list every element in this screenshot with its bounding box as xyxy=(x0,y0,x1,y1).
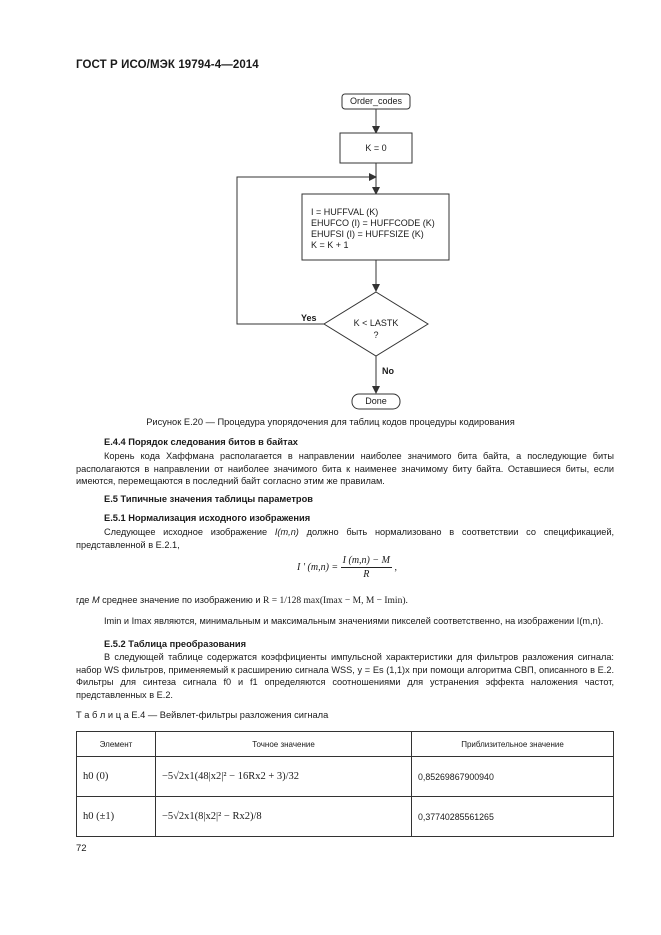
flow-end-label: Done xyxy=(365,396,387,406)
table-title: Т а б л и ц а E.4 — Вейвлет-фильтры разложения сигнала xyxy=(76,710,329,720)
where-line: где M среднее значение по изображению и R = 1/128 max(Imax − M, M − Imin). xyxy=(76,595,408,606)
table-header-cell: Приблизительное значение xyxy=(412,732,614,757)
section-e52-text: В следующей таблице содержатся коэффициенты импульсной характеристики для фильтров разложения сигнала: набор WS фильтров, применяемый к расширению сигнала WSS, y = Es (1,1)x при помощи алгоритма СВП, описанного в E.2. Фильтры для синтеза сигнала f0 и f1 определяются соотношениями для устранения эффекта наложения частот, представленных в E.2. xyxy=(76,652,614,700)
flow-process-line-2: EHUFCO (I) = HUFFCODE (K) xyxy=(311,218,435,228)
flow-decision-question: ? xyxy=(373,330,379,340)
section-e51-text: Следующее исходное изображение I(m,n) должно быть нормализовано в соответствии со спецификацией, представленной в E.2.1, xyxy=(76,527,615,550)
table-header-row xyxy=(77,732,614,757)
table-cell-approx: 0,37740285561265 xyxy=(412,797,614,837)
flow-no-label: No xyxy=(382,366,394,376)
section-e51-heading: E.5.1 Нормализация исходного изображения xyxy=(104,513,311,523)
page-number: 72 xyxy=(76,843,87,854)
flow-process-line-4: K = K + 1 xyxy=(311,240,349,250)
section-e44-text: Корень кода Хаффмана располагается в направлении наиболее значимого бита байта, а последующие биты располагаются в направлении от наиболее значимого бита к наименее значимому биту байта. Оставшиеся биты, если имеются, перемещаются в последний байт согласно этим же правилам. xyxy=(76,451,614,486)
table-row xyxy=(77,797,614,837)
table-cell-element: h0 (±1) xyxy=(77,797,156,837)
section-e5-heading: E.5 Типичные значения таблицы параметров xyxy=(104,494,313,504)
document-header: ГОСТ Р ИСО/МЭК 19794-4—2014 xyxy=(76,59,259,71)
table-header-cell: Элемент xyxy=(77,732,156,757)
flow-process-line-3: EHUFSI (I) = HUFFSIZE (K) xyxy=(311,229,424,239)
table-row xyxy=(77,757,614,797)
imin-imax-text: Imin и Imax являются, минимальным и максимальным значениями пикселей соответственно, на изображении I(m,n). xyxy=(104,616,604,626)
table-cell-approx: 0,85269867900940 xyxy=(412,757,614,797)
table-cell-exact: −5√2x1(8|x2|² − Rx2)/8 xyxy=(156,797,412,837)
normalization-formula: I ′ (m,n) = $\frac{I (m,n) - M}{R}$ , xyxy=(297,555,397,580)
section-e52-heading: E.5.2 Таблица преобразования xyxy=(104,639,247,649)
flow-init-label: K = 0 xyxy=(365,143,387,153)
table-cell-exact: −5√2x1(48|x2|² − 16Rx2 + 3)/32 xyxy=(156,757,412,797)
flow-process-line-1: I = HUFFVAL (K) xyxy=(311,207,379,217)
flow-decision-label: K < LASTK xyxy=(353,318,399,328)
section-e44-heading: E.4.4 Порядок следования битов в байтах xyxy=(104,437,298,447)
table-header-cell: Точное значение xyxy=(156,732,412,757)
figure-caption: Рисунок E.20 — Процедура упорядочения для таблиц кодов процедуры кодирования xyxy=(146,417,515,427)
table-cell-element: h0 (0) xyxy=(77,757,156,797)
flow-yes-label: Yes xyxy=(301,313,317,323)
wavelet-filter-table xyxy=(76,731,614,837)
flow-start-label: Order_codes xyxy=(349,96,403,106)
